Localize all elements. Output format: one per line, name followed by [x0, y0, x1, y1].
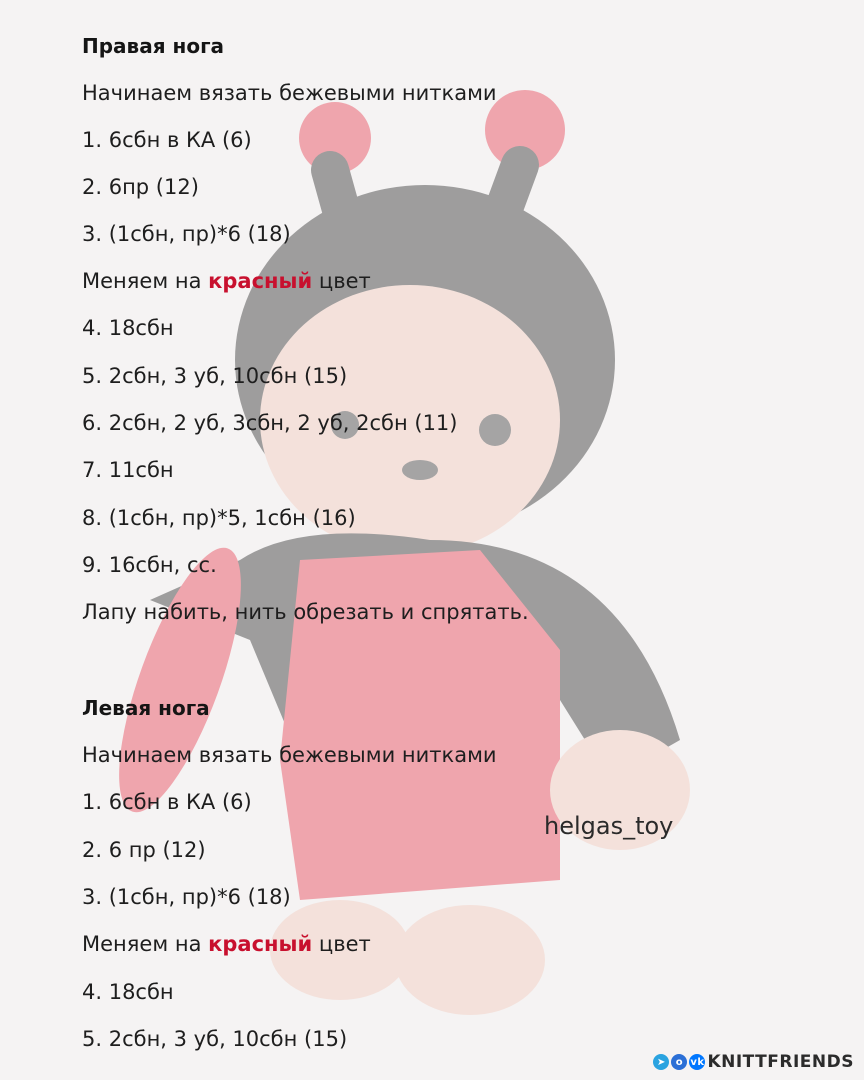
instruction-line: 6. 2сбн, 2 уб, 3сбн, 2 уб, 2сбн (11): [82, 411, 458, 435]
instruction-line: 2. 6пр (12): [82, 175, 199, 199]
instruction-line: 8. (1сбн, пр)*5, 1сбн (16): [82, 506, 356, 530]
instruction-line: 1. 6сбн в КА (6): [82, 128, 252, 152]
ok-icon: o: [671, 1054, 687, 1070]
instruction-line: 4. 18сбн: [82, 316, 174, 340]
instruction-line: Начинаем вязать бежевыми нитками: [82, 81, 497, 105]
telegram-icon: ➤: [653, 1054, 669, 1070]
instruction-line: Лапу набить, нить обрезать и спрятать.: [82, 600, 529, 624]
instruction-line: 9. 16сбн, сс.: [82, 553, 217, 577]
instruction-line: 3. (1сбн, пр)*6 (18): [82, 222, 291, 246]
highlight-color-word: красный: [208, 269, 313, 293]
instruction-line: Начинаем вязать бежевыми нитками: [82, 743, 497, 767]
instruction-line: 3. (1сбн, пр)*6 (18): [82, 885, 291, 909]
section-title-left-leg: Левая нога: [82, 696, 210, 720]
color-change-line: Меняем на красный цвет: [82, 269, 371, 293]
instruction-line: 5. 2сбн, 3 уб, 10сбн (15): [82, 364, 348, 388]
instruction-line: 4. 18сбн: [82, 980, 174, 1004]
highlight-color-word: красный: [208, 932, 313, 956]
brand-footer: [653, 1052, 854, 1072]
instruction-line: 5. 2сбн, 3 уб, 10сбн (15): [82, 1027, 348, 1051]
brand-name: KNITTFRIENDS: [707, 1052, 854, 1072]
section-title-right-leg: Правая нога: [82, 34, 225, 58]
vk-icon: vk: [689, 1054, 705, 1070]
instruction-line: 1. 6сбн в КА (6): [82, 790, 252, 814]
color-change-line: Меняем на красный цвет: [82, 932, 371, 956]
instruction-line: 2. 6 пр (12): [82, 838, 206, 862]
author-watermark: helgas_toy: [544, 812, 674, 840]
instruction-line: 7. 11сбн: [82, 458, 174, 482]
